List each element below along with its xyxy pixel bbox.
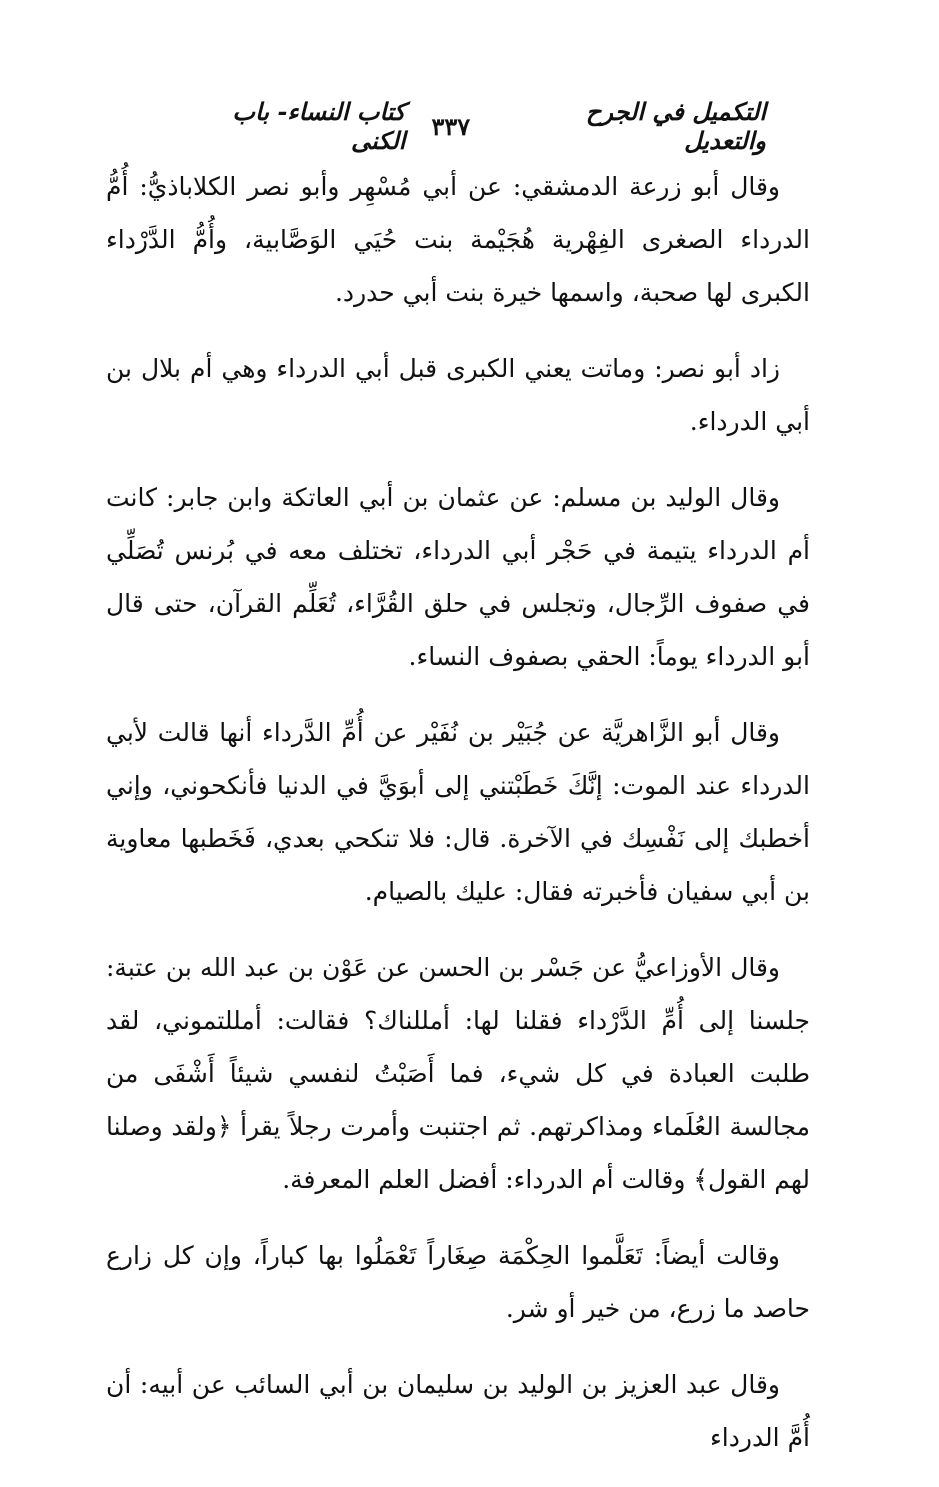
page-body <box>106 160 810 1487</box>
section-title: كتاب النساء- باب الكنى <box>232 97 406 155</box>
paragraph-2: زاد أبو نصر: وماتت يعني الكبرى قبل أبي الدرداء وهي أم بلال بن أبي الدرداء. <box>106 354 810 436</box>
page-number: ٣٣٧ <box>431 111 471 141</box>
paragraph-7: وقال عبد العزيز بن الوليد بن سليمان بن أبي السائب عن أبيه: أن أُمَّ الدرداء <box>106 1370 810 1452</box>
paragraph-4: وقال أبو الزَّاهريَّة عن جُبَيْر بن نُفَيْر عن أُمِّ الدَّرداء أنها قالت لأبي الدرداء عند الموت: إنَّكَ خَطَبْتني إلى أبوَيَّ في الدنيا فأنكحوني، وإني أخطبك إلى نَفْسِك في الآخرة. قال: فلا تنكحي بعدي، فَخَطبها معاوية بن أبي سفيان فأخبرته فقال: عليك بالصيام. <box>106 718 810 906</box>
paragraph-5: وقال الأوزاعيُّ عن جَسْر بن الحسن عن عَوْن بن عبد الله بن عتبة: جلسنا إلى أُمِّ الدَّرْداء فقلنا لها: أمللناك؟ فقالت: أمللتموني، لقد طلبت العبادة في كل شيء، فما أَصَبْتُ لنفسي شيئاً أَشْفَى من مجالسة العُلَماء ومذاكرتهم. ثم اجتنبت وأمرت رجلاً يقرأ ﴿ولقد وصلنا لهم القول﴾ وقالت أم الدرداء: أفضل العلم المعرفة. <box>106 953 810 1194</box>
book-title: التكميل في الجرح والتعديل <box>585 97 766 155</box>
paragraph-6: وقالت أيضاً: تَعَلَّموا الحِكْمَة صِغَاراً تَعْمَلُوا بها كباراً، وإن كل زارع حاصد ما زرع، من خير أو شر. <box>106 1241 810 1323</box>
paragraph-3: وقال الوليد بن مسلم: عن عثمان بن أبي العاتكة وابن جابر: كانت أم الدرداء يتيمة في حَجْر أبي الدرداء، تختلف معه في بُرنس تُصَلِّي في صفوف الرِّجال، وتجلس في حلق القُرَّاء، تُعَلِّم القرآن، حتى قال أبو الدرداء يوماً: الحقي بصفوف النساء. <box>106 483 810 671</box>
paragraph-1: وقال أبو زرعة الدمشقي: عن أبي مُسْهِر وأبو نصر الكلاباذيُّ: أُمُّ الدرداء الصغرى الفِهْرية هُجَيْمة بنت حُيَي الوَصَّابية، وأُمُّ الدَّرْداء الكبرى لها صحبة، واسمها خيرة بنت أبي حدرد. <box>106 172 810 307</box>
running-header <box>170 97 766 155</box>
